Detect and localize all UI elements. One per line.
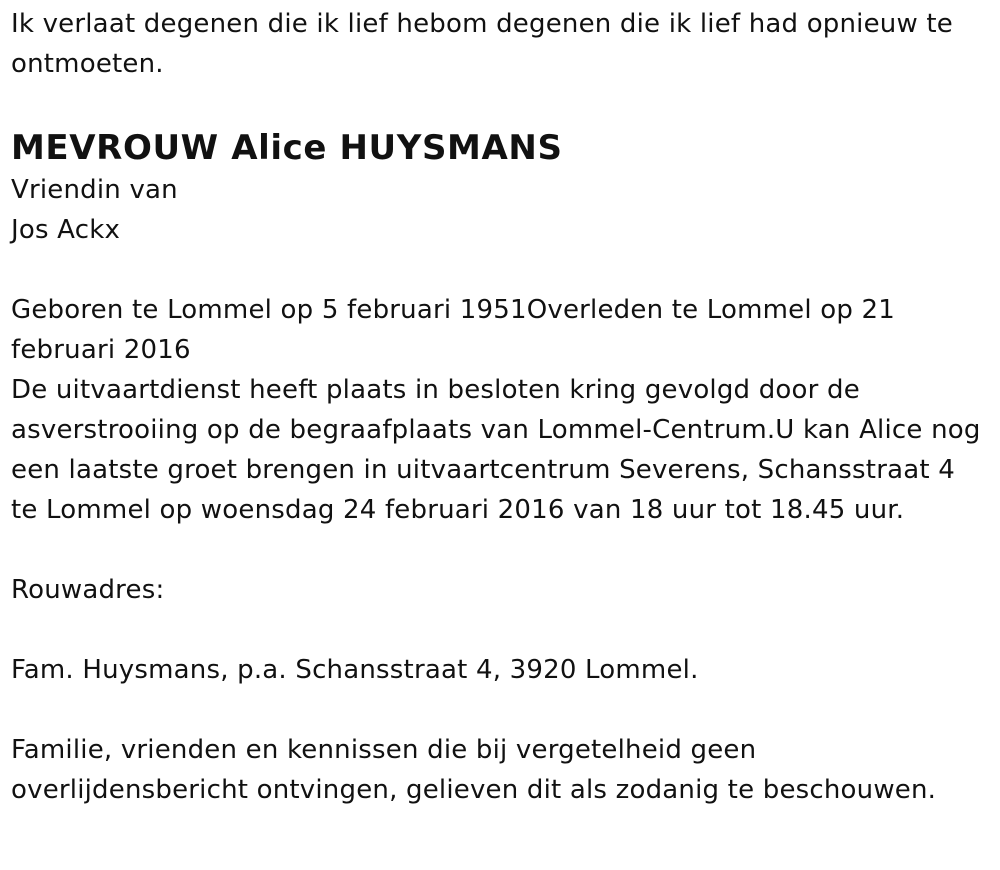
closing-note: Familie, vrienden en kennissen die bij vergetelheid geen overlijdensbericht ontvingen, gelieven dit als zodanig te beschouwen.: [11, 735, 937, 805]
funeral-service-details: De uitvaartdienst heeft plaats in besloten kring gevolgd door de asverstrooiing op de begraafplaats van Lommel-Centrum.U kan Alice nog een laatste groet brengen in uitvaartcentrum Severens, Schansstraat 4 te Lommel op woensdag 24 februari 2016 van 18 uur tot 18.45 uur.: [11, 375, 981, 525]
opening-quote: Ik verlaat degenen die ik lief hebom degenen die ik lief had opnieuw te ontmoeten.: [11, 9, 953, 79]
relation-name: Jos Ackx: [11, 215, 121, 245]
obituary-notice: [11, 4, 986, 810]
address-label: Rouwadres:: [11, 575, 165, 605]
deceased-name: MEVROUW Alice HUYSMANS: [11, 128, 563, 168]
relation-label: Vriendin van: [11, 175, 178, 205]
mourning-address: Fam. Huysmans, p.a. Schansstraat 4, 3920 Lommel.: [11, 655, 699, 685]
birth-death-details: Geboren te Lommel op 5 februari 1951Overleden te Lommel op 21 februari 2016: [11, 295, 896, 365]
